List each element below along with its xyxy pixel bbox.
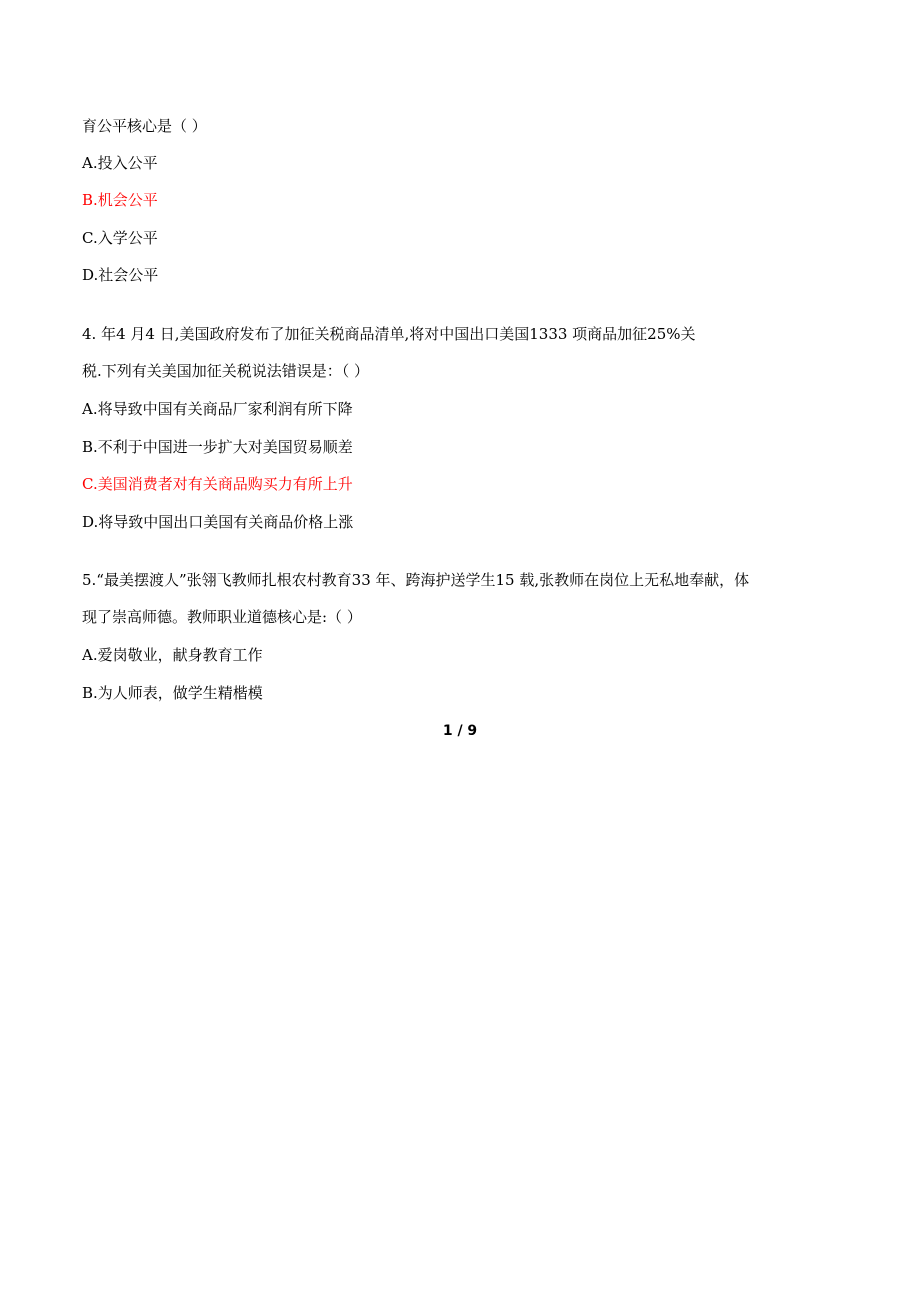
question-4-stem-line-1: 4. 年4 月4 日,美国政府发布了加征关税商品清单,将对中国出口美国1333 项商品加征25%关	[82, 325, 696, 343]
question-4-option-c-correct: C.美国消费者对有关商品购买力有所上升	[82, 475, 353, 493]
question-5-option-b: B.为人师表，做学生精楷模	[82, 684, 263, 702]
question-3-option-d: D.社会公平	[82, 266, 159, 284]
question-3-option-b-correct: B.机会公平	[82, 191, 158, 209]
question-4-option-a: A.将导致中国有关商品厂家利润有所下降	[82, 400, 353, 418]
page-number: 1 / 9	[442, 723, 478, 739]
question-5-option-a: A.爱岗敬业，献身教育工作	[82, 646, 263, 664]
question-5-stem-line-1: 5.“最美摆渡人”张翎飞教师扎根农村教育33 年、跨海护送学生15 载,张教师在岗位上无私地奉献，体	[82, 571, 750, 589]
question-5-stem-line-2: 现了崇高师德。教师职业道德核心是:（ ）	[82, 608, 362, 626]
question-4-stem-line-2: 税.下列有关美国加征关税说法错误是：（ ）	[82, 362, 370, 380]
question-3-option-a: A.投入公平	[82, 154, 158, 172]
question-3-option-c: C.入学公平	[82, 229, 158, 247]
question-3-stem: 育公平核心是（ ）	[82, 117, 207, 135]
question-4-option-b: B.不利于中国进一步扩大对美国贸易顺差	[82, 438, 353, 456]
question-4-option-d: D.将导致中国出口美国有关商品价格上涨	[82, 513, 354, 531]
